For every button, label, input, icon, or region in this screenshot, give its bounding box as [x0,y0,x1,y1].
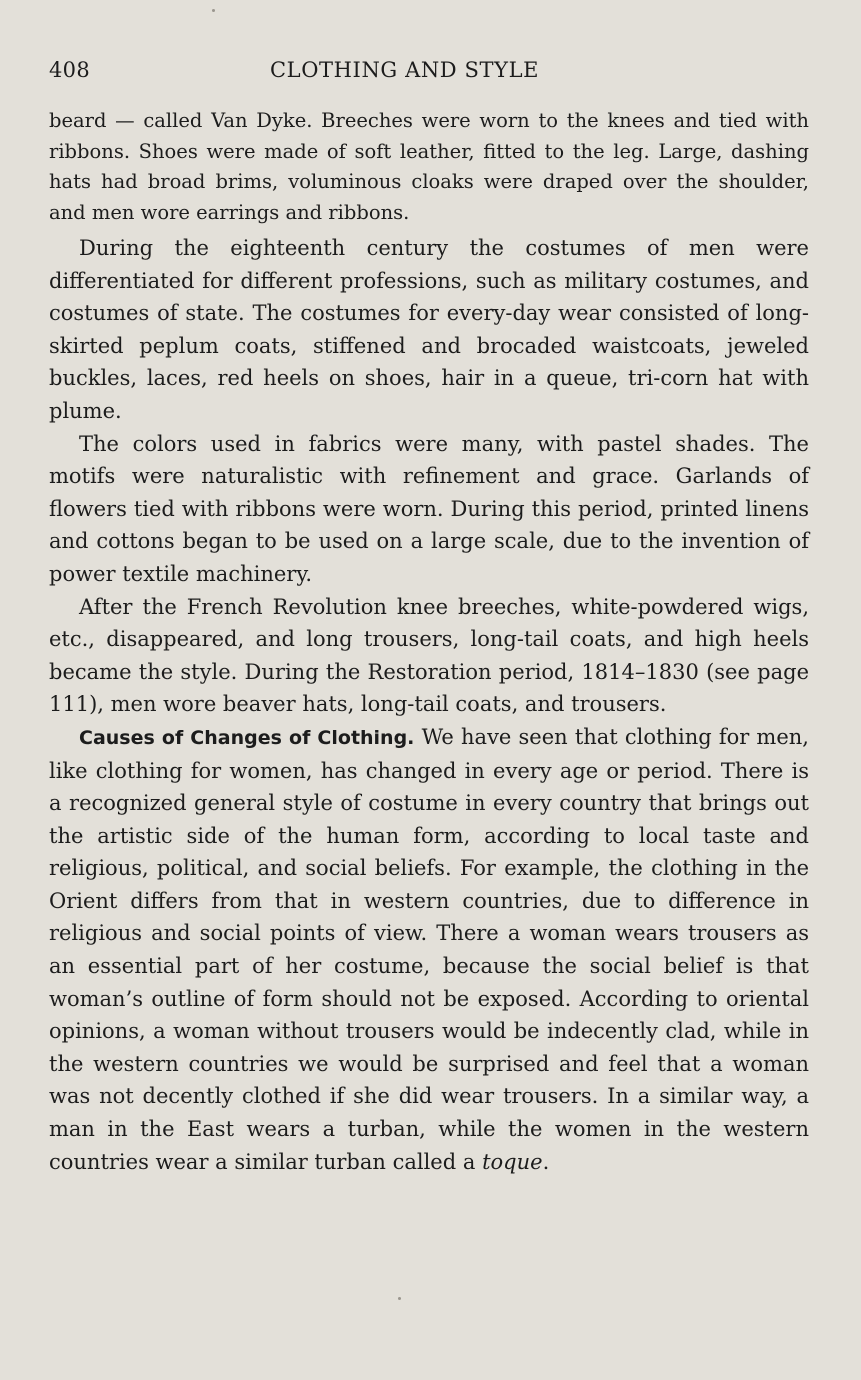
paragraph-5 [49,721,809,1178]
paragraph-2 [49,232,809,428]
paragraph-text: After the French Revolution knee breeches, white-powdered wigs, etc., disappeared, and long trousers, long-tail coats, and high heels became the style. During the Restoration period, 1814–1830 (see page 111), men wore beaver hats, long-tail coats, and trousers. [49,594,809,717]
paper-speck [212,9,215,12]
paragraph-text: beard — called Van Dyke. Breeches were worn to the knees and tied with ribbons. Shoes were made of soft leather, fitted to the leg. Large, dashing hats had broad brims, voluminous cloaks were draped over the shoulder, and men wore earrings and ribbons. [49,109,809,224]
paragraph-4 [49,591,809,721]
page-number: 408 [49,58,90,82]
paper-speck [398,1297,401,1300]
paragraph-text: During the eighteenth century the costumes of men were differentiated for different professions, such as military costumes, and costumes of state. The costumes for every-day wear consisted of long-skirted peplum coats, stiffened and brocaded waistcoats, jeweled buckles, laces, red heels on shoes, hair in a queue, tri-corn hat with plume. [49,236,809,423]
paragraph-text: The colors used in fabrics were many, with pastel shades. The motifs were naturalistic with refinement and grace. Garlands of flowers tied with ribbons were worn. During this period, printed linens and cottons began to be used on a large scale, due to the invention of power textile machinery. [49,431,809,586]
body-text [49,106,809,1178]
italic-term: toque [482,1149,543,1174]
closing-punctuation: . [542,1149,550,1174]
running-head [49,58,809,88]
paragraph-1 [49,106,809,228]
section-heading: Causes of Changes of Clothing. [79,726,415,749]
running-title: CLOTHING AND STYLE [270,58,540,82]
paragraph-text: We have seen that clothing for men, like clothing for women, has changed in every age or period. There is a recognized general style of costume in every country that brings out the artistic side of the human form, according to local taste and religious, political, and social beliefs. For example, the clothing in the Orient differs from that in western countries, due to difference in religious and social points of view. There a woman wears trousers as an essential part of her costume, because the social belief is that woman’s outline of form should not be exposed. According to oriental opinions, a woman without trousers would be indecently clad, while in the western countries we would be surprised and feel that a woman was not decently clothed if she did wear trousers. In a similar way, a man in the East wears a turban, while the women in the western countries wear a similar turban called a [49,724,809,1174]
paragraph-3 [49,428,809,591]
